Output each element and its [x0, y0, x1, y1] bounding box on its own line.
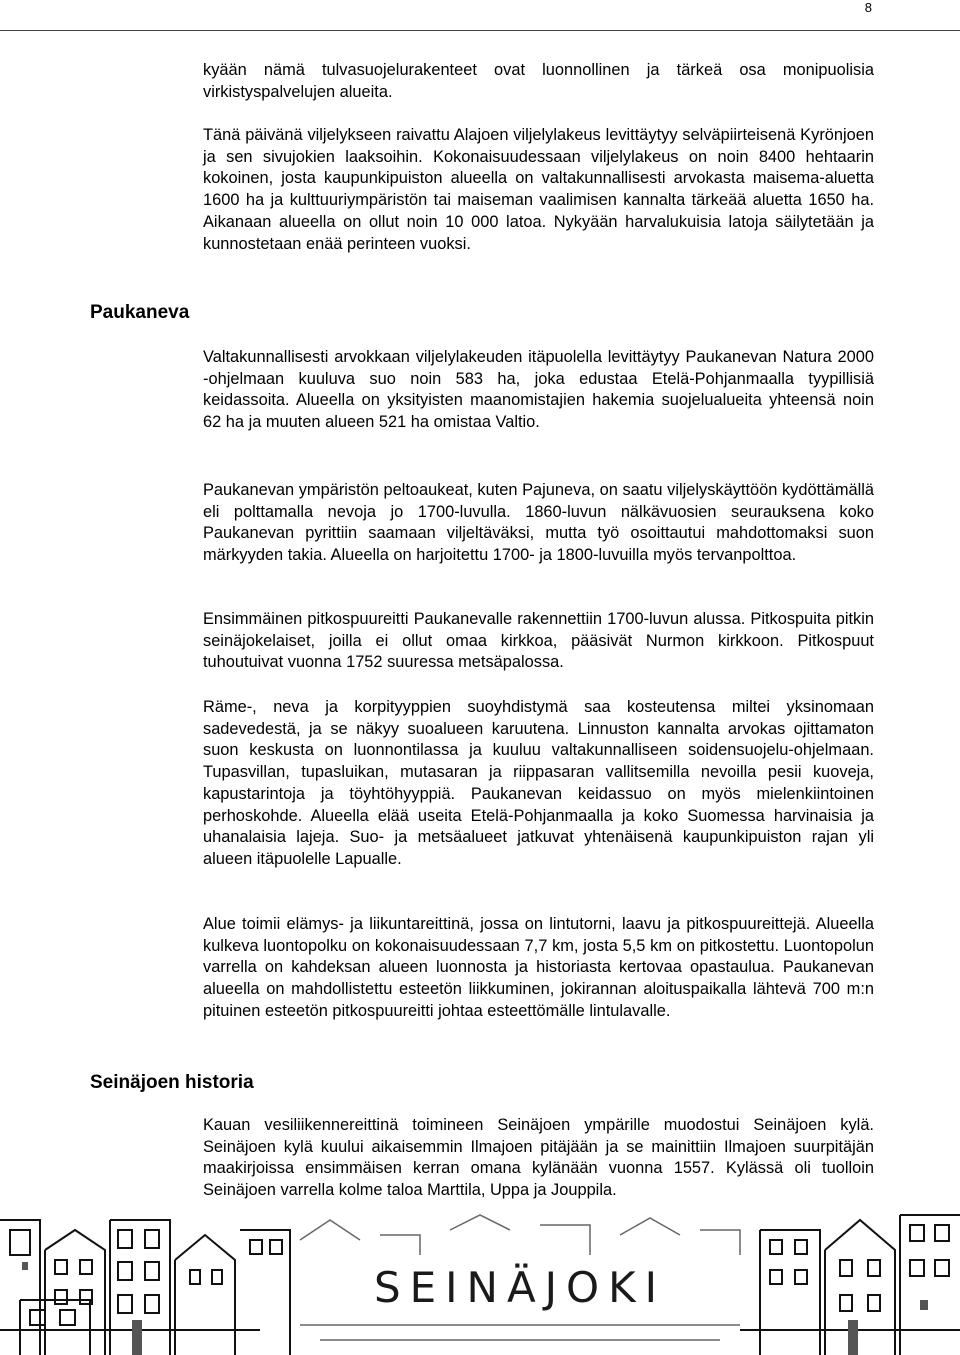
body-paragraph: Kauan vesiliikennereittinä toimineen Seinäjoen ympärille muodostui Seinäjoen kylä. Seinäjoen kylä kuului aikaisemmin Ilmajoen pitäjään ja se mainittiin Ilmajoen suurpitäjän maakirjoissa ensimmäisen kerran omana kylänään vuonna 1557. Kylässä oli tuolloin Seinäjoen varrella kolme taloa Marttila, Uppa ja Jouppila. — [203, 1116, 874, 1200]
footer-town-banner — [0, 1200, 960, 1355]
body-paragraph: kyään nämä tulvasuojelurakenteet ovat luonnollinen ja tärkeä osa monipuolisia virkistyspalvelujen alueita. — [203, 61, 874, 101]
body-paragraph: Ensimmäinen pitkospuureitti Paukanevalle rakennettiin 1700-luvun alussa. Pitkospuita pitkin seinäjokelaiset, joilla ei ollut omaa kirkkoa, pääsivät Nurmon kirkkoon. Pitkospuut tuhoutuivat vuonna 1752 suuressa metsäpalossa. — [203, 610, 874, 672]
body-paragraph: Valtakunnallisesti arvokkaan viljelylakeuden itäpuolella levittäytyy Paukanevan Natura 2000 -ohjelmaan kuuluva suo noin 583 ha, joka edustaa Etelä-Pohjanmaalla tyypillisiä keidassoita. Alueella on yksityisten maanomistajien hakemia suojelualueita yhteensä noin 62 ha ja muuten alueen 521 ha omistaa Valtio. — [203, 348, 874, 432]
body-paragraph: Tänä päivänä viljelykseen raivattu Alajoen viljelylakeus levittäytyy selväpiirteisenä Kyrönjoen ja sen sivujokien laaksoihin. Kokonaisuudessaan viljelylakeus on noin 8400 hehtaarin kokoinen, josta kaupunkipuiston alueella on valtakunnallisesti arvokasta maisema-aluetta 1600 ha ja kulttuuriympäristön tai maiseman vaalimisen kannalta tärkeää aluetta 1650 ha. Aikanaan alueella on ollut noin 10 000 latoa. Nykyään harvalukuisia latoja säilytetään ja kunnostetaan enää perinteen vuoksi. — [203, 126, 874, 253]
body-paragraph: Alue toimii elämys- ja liikuntareittinä, jossa on lintutorni, laavu ja pitkospuureittejä. Alueella kulkeva luontopolku on kokonaisuudessaan 7,7 km, josta 5,5 km on pitkostettu. Luontopolun varrella on kahdeksan alueen luonnosta ja historiasta kertovaa opastaulua. Paukanevan alueella on mahdollistettu esteetön liikkuminen, jokirannan aloituspaikalla lähtevä 700 m:n pituinen esteetön pitkospuureitti johtaa esteettömälle lintulavalle. — [203, 915, 874, 1020]
page-number: 8 — [864, 0, 872, 15]
side-heading-paukaneva: Paukaneva — [90, 302, 190, 323]
logo-band — [300, 1260, 740, 1316]
header-rule — [0, 30, 960, 31]
body-paragraph: Paukanevan ympäristön peltoaukeat, kuten Pajuneva, on saatu viljelyskäyttöön kydöttämällä eli polttamalla nevoja jo 1700-luvulla. 1860-luvun nälkävuosien seurauksena koko Paukanevan pyrittiin saamaan viljeltäväksi, mutta työ osoittautui mahdottomaksi suon märkyyden takia. Alueella on harjoitettu 1700- ja 1800-luvuilla myös tervanpolttoa. — [203, 481, 874, 565]
side-heading-historia: Seinäjoen historia — [90, 1072, 254, 1093]
body-paragraph: Räme-, neva ja korpityyppien suoyhdistymä saa kosteutensa miltei yksinomaan sadevedestä, ja se näkyy suoalueen karuutena. Linnuston kannalta arvokas ojittamaton suon keskusta on luonnontilassa ja kuuluu valtakunnalliseen soidensuojelu-ohjelmaan. Tupasvillan, tupasluikan, mutasaran ja riippasaran vallitsemilla nevoilla pesii kuoveja, kapustarintoja ja töyhtöhyyppiä. Paukanevan keidassuo on myös mielenkiintoinen perhoskohde. Alueella elää useita Etelä-Pohjanmaalla ja koko Suomessa harvinaisia ja uhanalaisia lajeja. Suo- ja metsäalueet jatkuvat yhtenäisenä kaupunkipuiston rajan yli alueen itäpuolelle Lapualle. — [203, 698, 874, 868]
logo-text: SEINÄJOKI — [373, 1263, 667, 1312]
